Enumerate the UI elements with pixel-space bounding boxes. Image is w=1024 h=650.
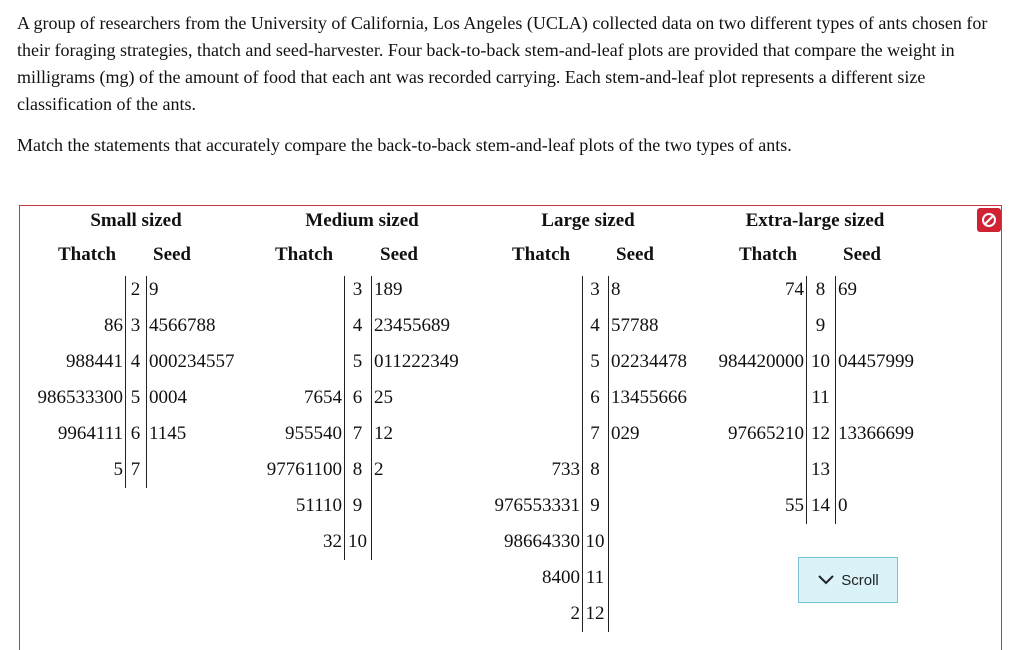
thatch-leaves: 986533300 (37, 387, 123, 408)
thatch-leaves: 97665210 (728, 423, 804, 444)
thatch-leaves: 733 (551, 459, 580, 480)
seed-leaves: 1145 (149, 423, 187, 444)
stem-value: 4 (130, 351, 141, 372)
stem-divider (125, 276, 126, 488)
stem-value: 5 (590, 351, 600, 372)
seed-header: Seed (153, 244, 191, 265)
stem-value: 5 (352, 351, 363, 372)
stem-divider (371, 276, 372, 560)
thatch-leaves: 51110 (295, 495, 342, 516)
prohibited-icon (977, 208, 1001, 232)
stem-value: 4 (590, 315, 600, 336)
thatch-leaves: 97761100 (266, 459, 342, 480)
seed-leaves: 23455689 (374, 315, 450, 336)
seed-leaves: 69 (838, 279, 857, 300)
scroll-button[interactable] (798, 557, 898, 603)
stem-value: 6 (130, 423, 141, 444)
stem-value: 10 (811, 351, 830, 372)
thatch-leaves: 8400 (542, 567, 580, 588)
chevron-down-icon (817, 574, 835, 586)
stem-value: 10 (348, 531, 367, 552)
stem-value: 7 (590, 423, 600, 444)
seed-leaves: 12 (374, 423, 393, 444)
seed-leaves: 25 (374, 387, 393, 408)
thatch-leaves: 976553331 (494, 495, 580, 516)
stem-value: 2 (130, 279, 141, 300)
seed-leaves: 57788 (611, 315, 659, 336)
stem-divider (344, 276, 345, 560)
plot-title: Small sized (90, 210, 182, 231)
plot-title: Medium sized (305, 210, 419, 231)
thatch-leaves: 988441 (66, 351, 123, 372)
stem-value: 3 (590, 279, 600, 300)
thatch-leaves: 9964111 (57, 423, 123, 444)
seed-leaves: 2 (374, 459, 384, 480)
stem-value: 12 (585, 603, 605, 624)
thatch-leaves: 5 (113, 459, 123, 480)
stem-divider (582, 276, 583, 632)
seed-leaves: 0004 (149, 387, 187, 408)
thatch-header: Thatch (58, 244, 117, 265)
stem-value: 11 (811, 387, 830, 408)
stem-value: 7 (352, 423, 363, 444)
intro-paragraph: A group of researchers from the University of California, Los Angeles (UCLA) collected data on two different types of ants chosen for their foraging strategies, thatch and seed-harvester. Four back-to-back stem-and-leaf plots are provided that compare the weight in milligrams (mg) of the amount of food that each ant was recorded carrying. Each stem-and-leaf plot represents a different size classification of the ants. (17, 13, 988, 114)
seed-leaves: 13366699 (838, 423, 914, 444)
stem-value: 8 (590, 459, 600, 480)
thatch-header: Thatch (275, 244, 334, 265)
seed-leaves: 0 (838, 495, 848, 516)
thatch-leaves: 2 (570, 603, 580, 624)
thatch-header: Thatch (739, 244, 798, 265)
thatch-leaves: 86 (104, 315, 123, 336)
thatch-leaves: 55 (785, 495, 804, 516)
stem-value: 4 (352, 315, 363, 336)
seed-leaves: 9 (149, 279, 159, 300)
thatch-leaves: 98664330 (504, 531, 580, 552)
seed-leaves: 4566788 (149, 315, 216, 336)
thatch-leaves: 32 (323, 531, 342, 552)
stem-divider (806, 276, 807, 524)
seed-leaves: 011222349 (374, 351, 459, 372)
stem-value: 9 (352, 495, 363, 516)
stem-value: 8 (352, 459, 363, 480)
stem-value: 8 (815, 279, 826, 300)
stem-value: 7 (130, 459, 141, 480)
stem-value: 6 (590, 387, 600, 408)
seed-leaves: 189 (374, 279, 403, 300)
stem-value: 9 (815, 315, 826, 336)
thatch-leaves: 955540 (285, 423, 342, 444)
seed-leaves: 13455666 (611, 387, 687, 408)
seed-leaves: 04457999 (838, 351, 914, 372)
stem-value: 3 (130, 315, 141, 336)
thatch-leaves: 984420000 (718, 351, 804, 372)
seed-leaves: 02234478 (611, 351, 687, 372)
stem-value: 6 (352, 387, 363, 408)
seed-leaves: 029 (611, 423, 640, 444)
seed-header: Seed (843, 244, 881, 265)
thatch-header: Thatch (512, 244, 571, 265)
seed-header: Seed (616, 244, 654, 265)
stem-value: 10 (585, 531, 605, 552)
stem-divider (146, 276, 147, 488)
stem-value: 9 (590, 495, 600, 516)
stem-divider (835, 276, 836, 524)
plot-title: Large sized (541, 210, 635, 231)
prompt-paragraph: Match the statements that accurately compare the back-to-back stem-and-leaf plots of the two types of ants. (17, 135, 792, 155)
scroll-label: Scroll (841, 571, 879, 589)
seed-leaves: 000234557 (149, 351, 235, 372)
stem-value: 14 (811, 495, 830, 516)
stem-value: 3 (352, 279, 363, 300)
stem-divider (608, 276, 609, 632)
stem-value: 5 (130, 387, 141, 408)
seed-leaves: 8 (611, 279, 621, 300)
thatch-leaves: 74 (785, 279, 804, 300)
stem-value: 12 (811, 423, 830, 444)
seed-header: Seed (380, 244, 418, 265)
plot-title: Extra-large sized (745, 210, 885, 231)
thatch-leaves: 7654 (304, 387, 342, 408)
stem-value: 11 (585, 567, 605, 588)
stem-value: 13 (811, 459, 830, 480)
